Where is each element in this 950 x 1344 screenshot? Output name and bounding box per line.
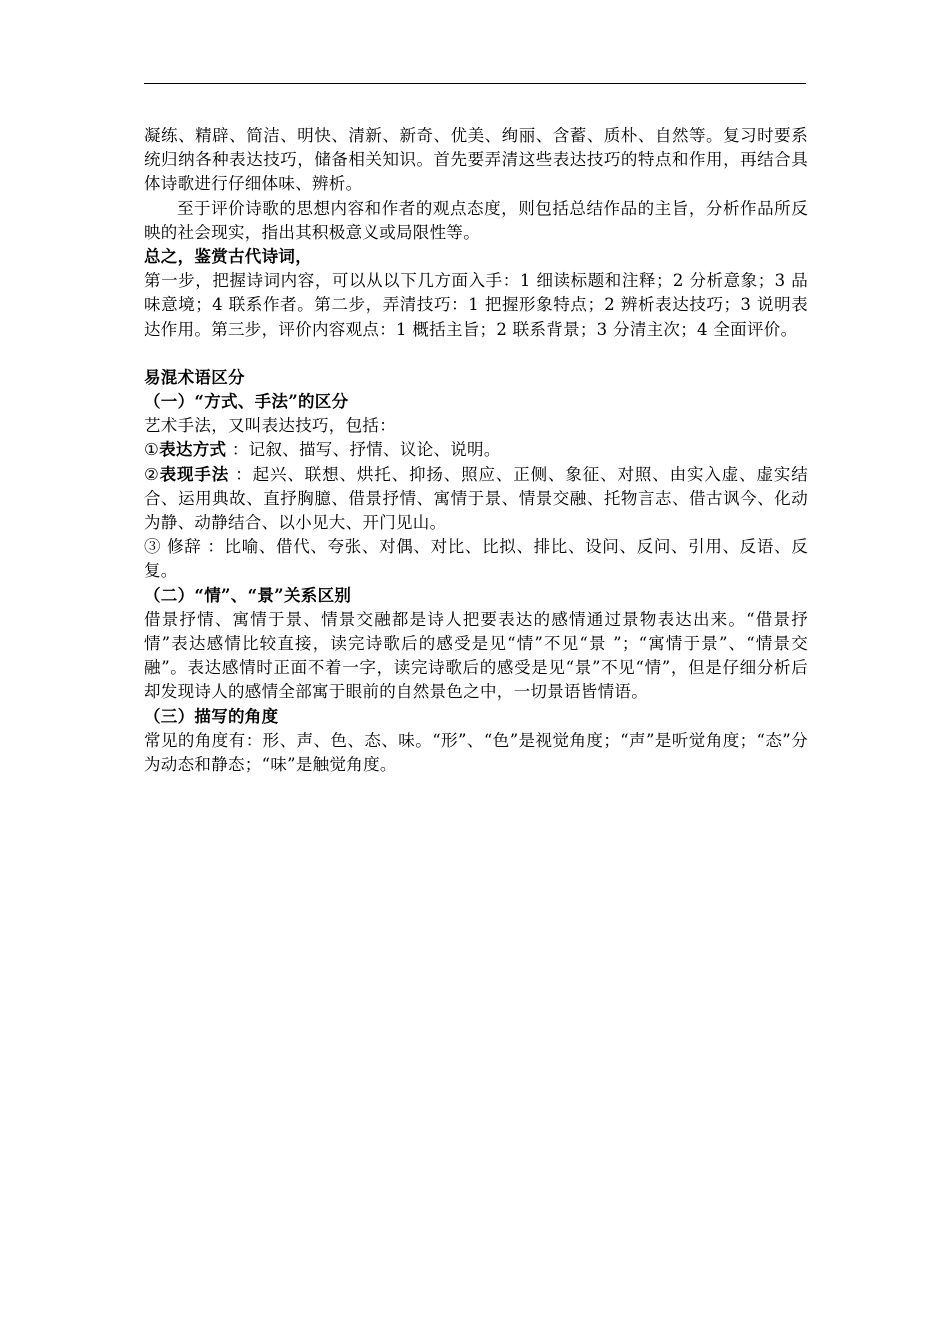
item-number: ①: [144, 440, 160, 460]
item-text: ：起兴、联想、烘托、抑扬、照应、正侧、象征、对照、由实入虚、虚实结合、运用典故、直抒胸臆、借景抒情、寓情于景、情景交融、托物言志、借古讽今、化动为静、动静结合、以小见大、开门见山。: [144, 464, 809, 533]
paragraph-steps: 第一步，把握诗词内容，可以从以下几方面入手：1 细读标题和注释；2 分析意象；3 品味意境；4 联系作者。第二步，弄清技巧：1 把握形象特点；2 辨析表达技巧；3 说明表达作用。第三步，评价内容观点：1 概括主旨；2 联系背景；3 分清主次；4 全面评价。: [144, 271, 808, 339]
item-number: ②: [144, 464, 160, 484]
list-item-techniques: [144, 463, 808, 536]
item-label: 表达方式: [159, 440, 227, 460]
paragraph-evaluation: 至于评价诗歌的思想内容和作者的观点态度，则包括总结作品的主旨，分析作品所反映的社会现实，指出其积极意义或局限性等。: [144, 198, 808, 242]
section-1-intro: 艺术手法，又叫表达技巧，包括：: [144, 416, 396, 436]
list-item-expression-modes: [144, 438, 808, 462]
summary-heading: 总之，鉴赏古代诗词，: [144, 247, 312, 267]
terms-heading: 易混术语区分: [144, 367, 245, 387]
paragraph-techniques: 凝练、精辟、简洁、明快、清新、新奇、优美、绚丽、含蓄、质朴、自然等。复习时要系统归纳各种表达技巧，储备相关知识。首先要弄清这些表达技巧的特点和作用，再结合具体诗歌进行仔细体味、辨析。: [144, 126, 808, 194]
section-1-heading: （一）“方式、手法”的区分: [144, 392, 349, 412]
section-3-text: 常见的角度有：形、声、色、态、味。“形”、“色”是视觉角度；“声”是听觉角度；“态”分为动态和静态；“味”是触觉角度。: [144, 730, 808, 775]
spacer: [144, 342, 808, 366]
section-2-heading: （二）“情”、“景”关系区别: [144, 585, 352, 605]
item-label: 表现手法: [159, 464, 230, 484]
header-rule: [144, 83, 806, 84]
list-item-rhetoric: ③ 修辞 ：比喻、借代、夸张、对偶、对比、比拟、排比、设问、反问、引用、反语、反复。: [144, 537, 808, 581]
document-body: [144, 124, 808, 777]
section-3-heading: （三）描写的角度: [144, 706, 279, 726]
section-2-text: 借景抒情、寓情于景、情景交融都是诗人把要表达的感情通过景物表达出来。“借景抒情”表达感情比较直接，读完诗歌后的感受是见“情”不见“景 ”；“寓情于景”、“情景交融”。表达感情时正面不着一字，读完诗歌后的感受是见“景”不见“情”，但是仔细分析后却发现诗人的感情全部寓于眼前的自然景色之中，一切景语皆情语。: [144, 609, 808, 702]
item-text: ：记叙、描写、抒情、议论、说明。: [226, 440, 501, 460]
